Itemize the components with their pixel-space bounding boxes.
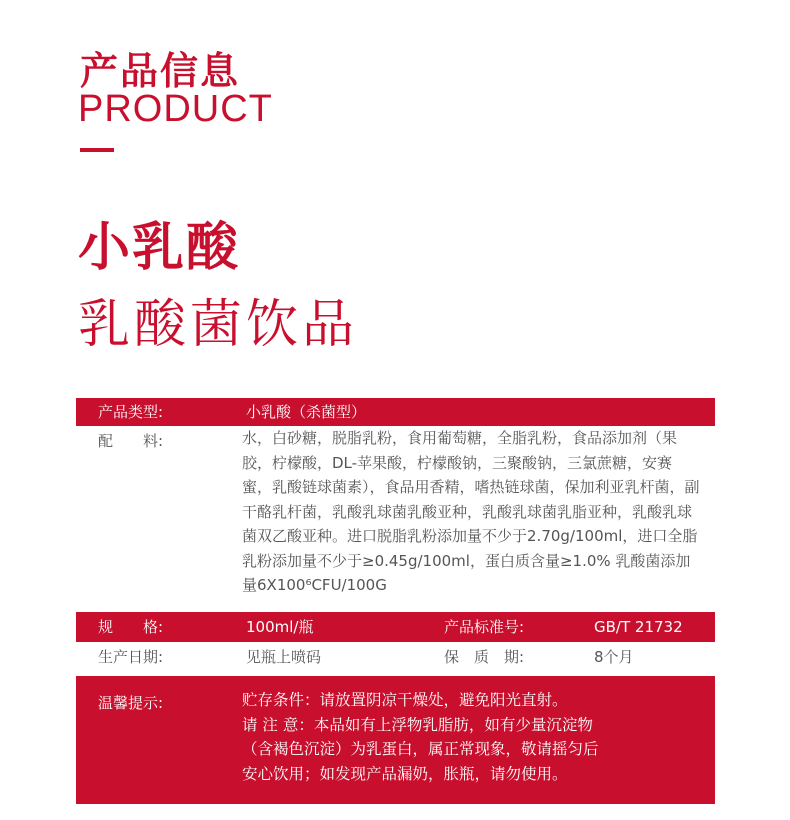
tips-line: 贮存条件：请放置阴凉干燥处，避免阳光直射。 <box>242 691 568 709</box>
date-label: 生产日期: <box>98 648 164 666</box>
row-spec <box>76 612 715 642</box>
spec-label: 规 格: <box>98 618 164 636</box>
product-info-table <box>76 398 715 804</box>
standard-label: 产品标准号: <box>444 618 525 636</box>
tips-label: 温馨提示: <box>98 694 164 712</box>
ingredients-text: 水，白砂糖，脱脂乳粉，食用葡萄糖，全脂乳粉，食品添加剂（果胶，柠檬酸，DL-苹果酸，柠檬酸钠，三聚酸钠，三氯蔗糖，安赛蜜，乳酸链球菌素），食品用香精，嗜热链球菌，保加利亚乳杆菌，副干酪乳杆菌，乳酸乳球菌乳酸亚种，乳酸乳球菌乳脂亚种，乳酸乳球菌双乙酸亚种。进口脱脂乳粉添加量不少于2.70g/100ml，进口全脂乳粉添加量不少于≥0.45g/100ml，蛋白质含量≥1.0% 乳酸菌添加量6X100⁶CFU/100G <box>242 429 700 594</box>
shelf-life-value: 8个月 <box>594 648 634 666</box>
tips-text <box>242 688 702 786</box>
shelf-life-label: 保 质 期: <box>444 648 525 666</box>
date-value: 见瓶上喷码 <box>246 648 322 666</box>
row-date <box>76 642 715 672</box>
tips-line: 请 注 意：本品如有上浮物乳脂肪，如有少量沉淀物 <box>242 715 593 734</box>
tips-line: （含褐色沉淀）为乳蛋白，属正常现象，敬请摇匀后 <box>242 740 599 758</box>
section-title-en: PRODUCT <box>78 88 273 130</box>
product-type-label: 产品类型: <box>98 403 164 421</box>
row-ingredients <box>76 426 715 608</box>
product-type-value: 小乳酸（杀菌型） <box>246 403 367 421</box>
spec-value: 100ml/瓶 <box>246 618 314 636</box>
section-title-cn: 产品信息 <box>80 49 241 93</box>
row-product-type <box>76 398 715 426</box>
row-tips <box>76 676 715 804</box>
tips-line: 安心饮用；如发现产品漏奶，胀瓶，请勿使用。 <box>242 764 568 783</box>
product-category: 乳酸菌饮品 <box>78 295 359 355</box>
standard-value: GB/T 21732 <box>594 618 683 636</box>
ingredients-label: 配 料: <box>98 432 164 450</box>
product-name: 小乳酸 <box>78 218 241 278</box>
heading-underline <box>80 148 114 152</box>
